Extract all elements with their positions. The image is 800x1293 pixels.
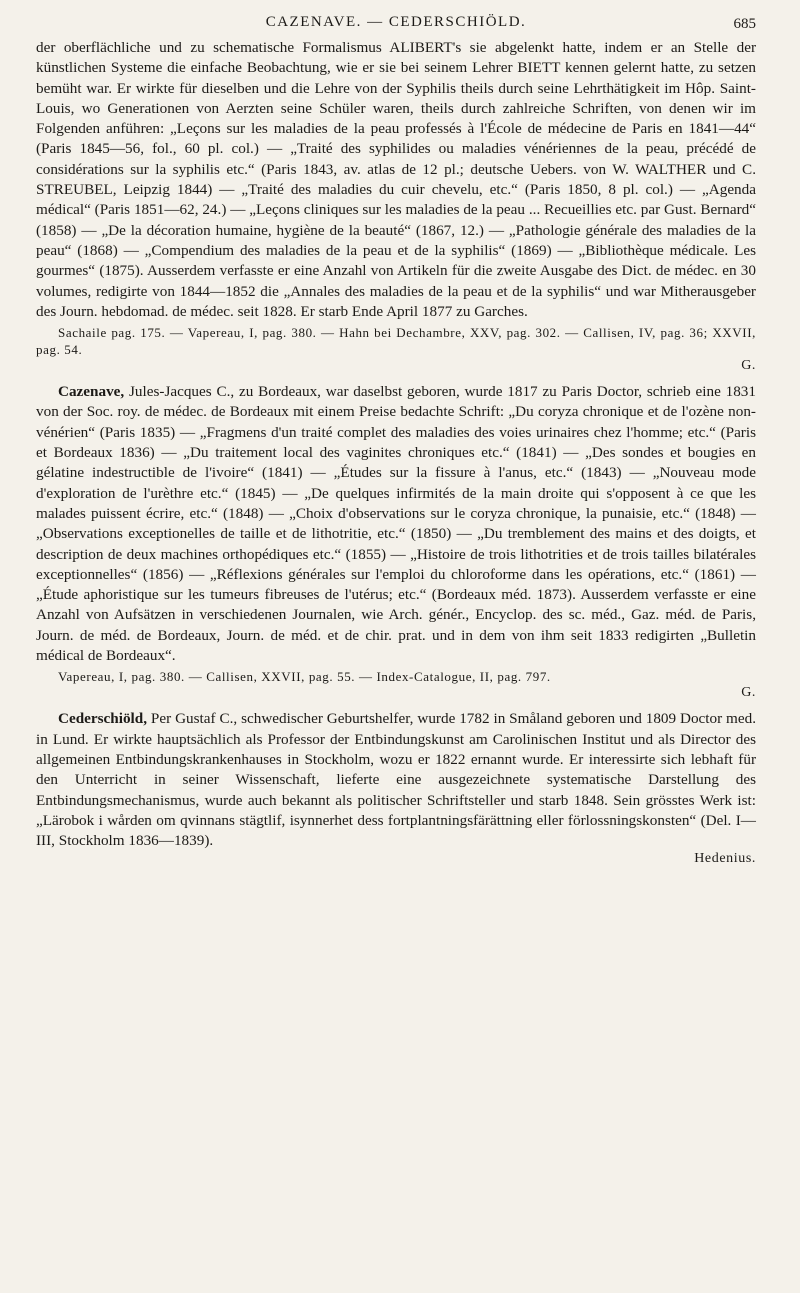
intro-signature: G. — [741, 358, 756, 374]
entry-cazenave-signature: G. — [741, 685, 756, 701]
entry-cederschiold-lemma: Cederschiöld, — [58, 710, 148, 728]
running-title: CAZENAVE. — CEDERSCHIÖLD. — [265, 14, 527, 30]
intro-paragraph: der oberflächliche und zu schematische Formalismus ALIBERT's sie abgelenkt hatte, indem er an Stelle der künstlichen Systeme die einfache Beobachtung, wie er sie bei seinem Lehrer BIETT kennen gelernt hatte, zu setzen bemüht war. Er wirkte für dieselben und die Lehre von der Syphilis theils durch seine Lehrthätigkeit im Hôp. Saint-Louis, wo Generationen von Aerzten seine Schüler waren, theils durch zahlreiche Schriften, von denen wir im Folgenden anführen: „Leçons sur les maladies de la peau professés à l'École de médecine de Paris en 1841—44“ (Paris 1845—56, fol., 60 pl. col.) — „Traité des syphilides ou maladies vénériennes de la peau, précédé de considérations sur la syphilis etc.“ (Paris 1843, av. atlas de 12 pl.; deutsche Uebers. von W. WALTHER und C. STREUBEL, Leipzig 1844) — „Traité des maladies du cuir chevelu, etc.“ (Paris 1850, 8 pl. col.) — „Agenda médical“ (Paris 1851—62, 24.) — „Leçons cliniques sur les maladies de la peau ... Recueillies etc. par Gust. Bernard“ (1858) — „De la décoration humaine, hygiène de la beauté“ (1867, 12.) — „Pathologie générale des maladies de la peau“ (1868) — „Compendium des maladies de la peau et de la syphilis“ (1869) — „Bibliothèque médicale. Les gourmes“ (1875). Ausserdem verfasste er eine Anzahl von Artikeln für die zweite Ausgabe des Dict. de médec. en 30 volumes, redigirte von 1844—1852 die „Annales des maladies de la peau et de la syphilis“ und war Mitherausgeber des Journ. hebdomad. de médec. seit 1828. Er starb Ende April 1877 zu Garches. — [36, 39, 756, 320]
running-header — [36, 10, 756, 38]
entry-cederschiold — [36, 709, 756, 851]
entry-cazenave-sources — [36, 668, 756, 685]
intro-sources-text: Sachaile pag. 175. — Vapereau, I, pag. 380. — Hahn bei Dechambre, XXV, pag. 302. — Callisen, IV, pag. 36; XXVII, pag. 54. — [36, 325, 756, 358]
entry-cederschiold-signature: Hedenius. — [694, 851, 756, 867]
entry-cederschiold-text: Per Gustaf C., schwedischer Geburtshelfer, wurde 1782 in Småland geboren und 1809 Doctor med. in Lund. Er wirkte hauptsächlich als Professor der Entbindungskunst am Carolinischen Institut und als Director des allgemeinen Entbindungskrankenhauses in Stockholm, wozu er 1822 ernannt wurde. Er interessirte sich lebhaft für den Unterricht in seiner Wissenschaft, lieferte eine ausgezeichnete systematische Darstellung des Entbindungsmechanismus, wurde auch bekannt als politischer Schriftsteller und starb 1848. Sein grösstes Werk ist: „Lärobok i wården om qvinnans stägtlif, isynnerhet dess fortplantningsfärättning eller förlossningskonsten“ (Del. I—III, Stockholm 1836—1839). — [36, 710, 757, 850]
entry-cazenave-text: Jules-Jacques C., zu Bordeaux, war daselbst geboren, wurde 1817 zu Paris Doctor, schrieb eine 1831 von der Soc. roy. de médec. de Bordeaux mit einem Preise bedachte Schrift: „Du coryza chronique et de l'ozène non-vénérien“ (Paris 1835) — „Fragmens d'un traité complet des maladies des voies urinaires chez l'homme; etc.“ (Paris et Bordeaux 1836) — „Du traitement local des vaginites chroniques etc.“ (1841) — „Des sondes et bougies en gélatine indestructible de l'ivoire“ (1841) — „Études sur la fissure à l'anus, etc.“ (1843) — „Nouveau mode d'exploration de l'urèthre etc.“ (1845) — „De quelques infirmités de la main droite qui s'opposent à ce que les malades puissent écrire, etc.“ (1848) — „Choix d'observations sur le coryza chronique, la punaisie, etc.“ (1848) — „Observations exceptionelles de taille et de lithotritie, etc.“ (1850) — „Du tremblement des mains et des doigts, et description de deux machines orthopédiques etc.“ (1855) — „Histoire de trois lithotrities et de trois tailles bilatérales exceptionnelles“ (1856) — „Réflexions générales sur l'emploi du chloroforme dans les opérations, etc.“ (1861) — „Étude aphoristique sur les tumeurs fibreuses de l'utérus; etc.“ (Bordeaux méd. 1873). Ausserdem verfasste er eine Anzahl von Aufsätzen in verschiedenen Journalen, wie Arch. génér., Encyclop. des sc. méd., Gaz. méd. de Paris, Journ. de méd. de Bordeaux, Journ. de méd. et de chir. prat. und in dem von ihm seit 1833 redigirten „Bulletin médical de Bordeaux“. — [36, 383, 756, 665]
entry-cazenave-sources-text: Vapereau, I, pag. 380. — Callisen, XXVII, pag. 55. — Index-Catalogue, II, pag. 797. — [58, 669, 551, 685]
intro-sources — [36, 324, 756, 358]
entry-cazenave-lemma: Cazenave, — [58, 383, 125, 401]
page-number: 685 — [733, 16, 756, 32]
entry-cazenave — [36, 382, 756, 666]
